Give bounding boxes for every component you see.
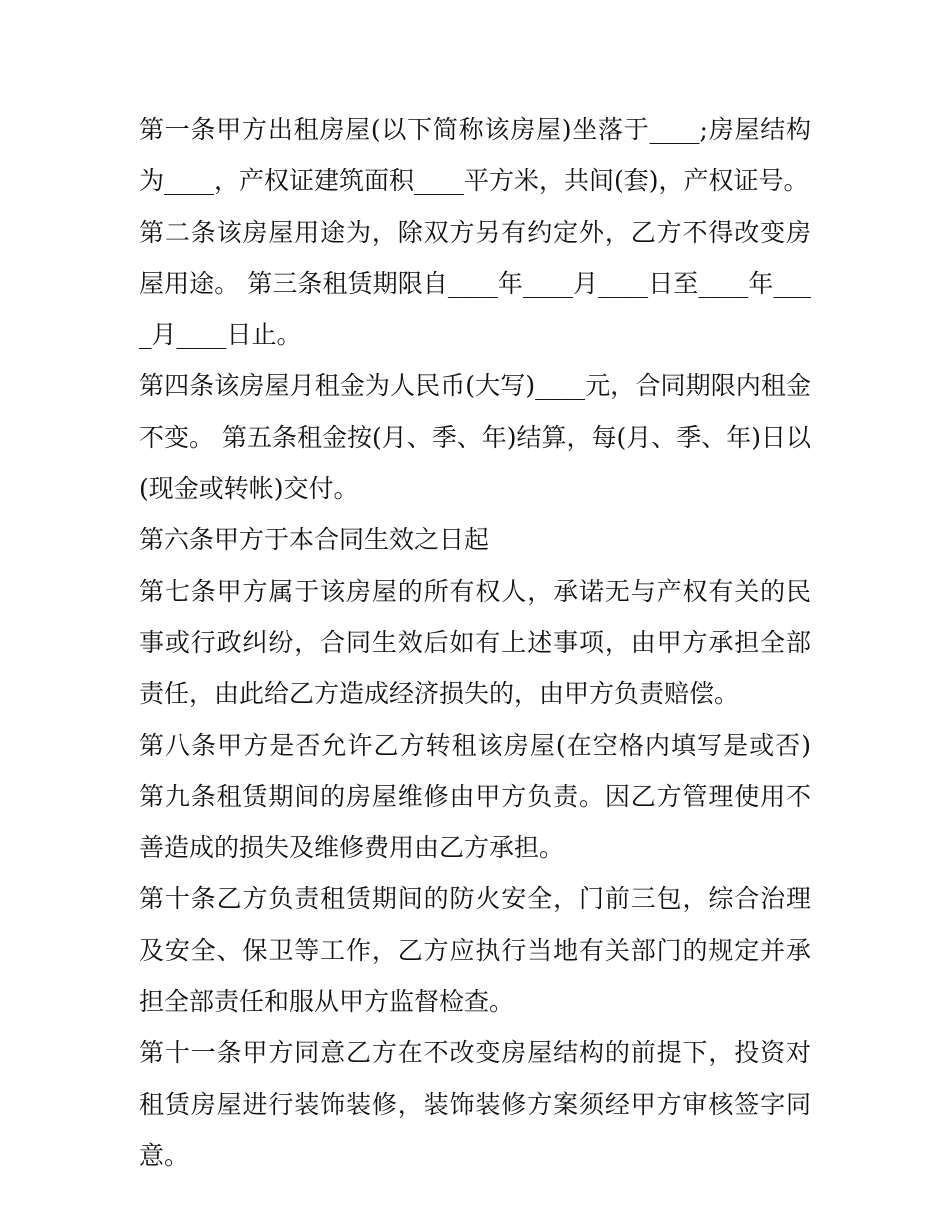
contract-body bbox=[139, 104, 819, 1181]
clause-2-3-paragraph: 第二条该房屋用途为，除双方另有约定外，乙方不得改变房屋用途。 第三条租赁期限自____年____月____日至____年____月____日止。 bbox=[139, 217, 811, 350]
clause-8-9-paragraph: 第八条甲方是否允许乙方转租该房屋(在空格内填写是或否) 第九条租赁期间的房屋维修由甲方负责。因乙方管理使用不善造成的损失及维修费用由乙方承担。 bbox=[139, 730, 819, 863]
clause-7-paragraph: 第七条甲方属于该房屋的所有权人，承诺无与产权有关的民事或行政纠纷，合同生效后如有上述事项，由甲方承担全部责任，由此给乙方造成经济损失的，由甲方负责赔偿。 bbox=[139, 576, 811, 709]
clause-1-paragraph: 第一条甲方出租房屋(以下简称该房屋)坐落于____;房屋结构为____，产权证建筑面积____平方米，共间(套)，产权证号。 bbox=[139, 115, 811, 196]
clause-4-5-paragraph: 第四条该房屋月租金为人民币(大写)____元，合同期限内租金不变。 第五条租金按(月、季、年)结算，每(月、季、年)日以(现金或转帐)交付。 bbox=[139, 371, 811, 504]
clause-6-paragraph: 第六条甲方于本合同生效之日起 bbox=[139, 525, 490, 555]
clause-11-paragraph: 第十一条甲方同意乙方在不改变房屋结构的前提下，投资对租赁房屋进行装饰装修，装饰装修方案须经甲方审核签字同意。 bbox=[139, 1038, 811, 1170]
clause-10-paragraph: 第十条乙方负责租赁期间的防火安全，门前三包，综合治理及安全、保卫等工作，乙方应执行当地有关部门的规定并承担全部责任和服从甲方监督检查。 bbox=[139, 884, 811, 1017]
